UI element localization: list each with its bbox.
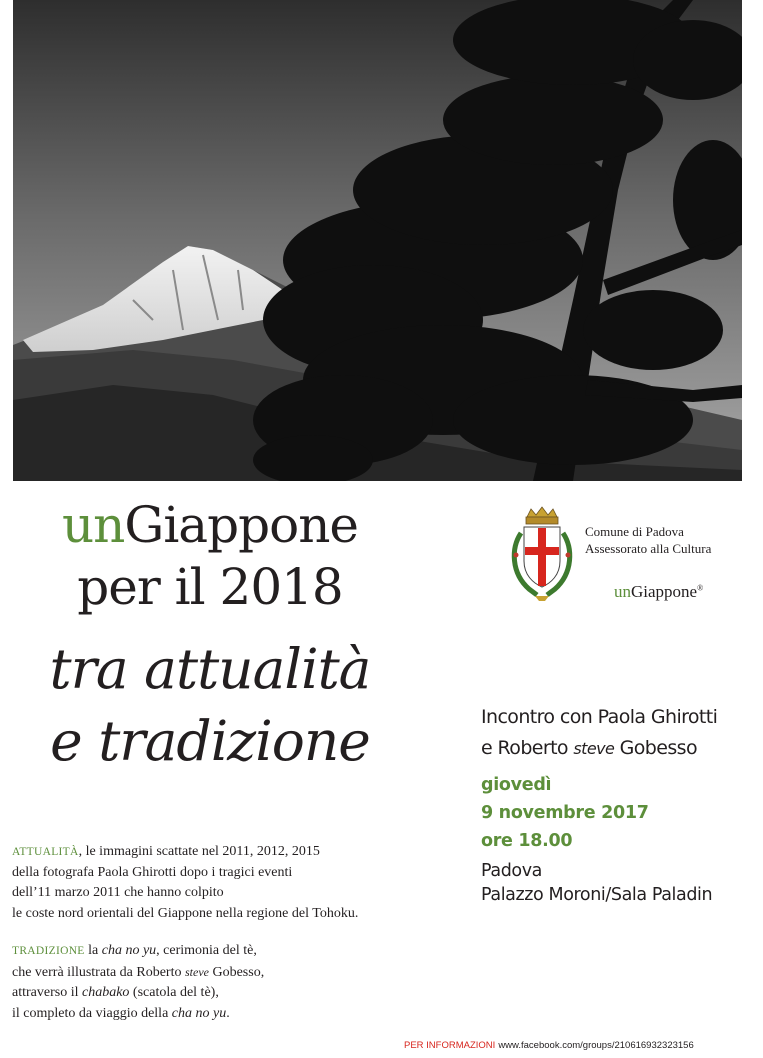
title-brand-rest: Giappone (124, 496, 359, 554)
event-title (0, 496, 420, 786)
attualita-line-2: della fotografa Paola Ghirotti dopo i tragici eventi (12, 864, 293, 880)
meeting-line-1 (481, 702, 751, 733)
tradizione-text-2b: steve (184, 964, 209, 979)
event-location (481, 859, 712, 907)
tradizione-line-1 (12, 941, 432, 962)
mount-fuji-pine-photo (13, 0, 742, 481)
tradizione-text-4c: . (226, 1005, 230, 1021)
event-date: 9 novembre 2017 (481, 803, 649, 823)
meeting-conj: e (481, 737, 493, 759)
tradizione-line-2 (12, 962, 432, 984)
footer-label: PER INFORMAZIONI (404, 1040, 496, 1051)
brand-logo (614, 582, 703, 602)
event-datetime (481, 771, 649, 855)
brand-rest: Giappone (631, 582, 698, 601)
event-city: Padova (481, 861, 542, 881)
title-brand-prefix: un (61, 496, 125, 554)
institution-name (585, 523, 711, 557)
tradizione-text-1c: , cerimonia del tè, (156, 943, 257, 958)
title-line-1 (0, 496, 420, 560)
title-line-2: per il 2018 (77, 558, 343, 616)
institution-line-1: Comune di Padova (585, 524, 684, 539)
tradizione-text-3a: attraverso il (12, 985, 82, 1000)
footer-info (404, 1040, 694, 1051)
speaker-2-nick: steve (573, 739, 615, 758)
footer-url[interactable]: www.facebook.com/groups/210616932323156 (498, 1040, 694, 1051)
tradizione-text-1b: cha no yu (101, 943, 157, 958)
event-venue: Palazzo Moroni/Sala Paladin (481, 885, 713, 905)
meeting-intro: Incontro con (481, 706, 593, 728)
institution-line-2: Assessorato alla Cultura (585, 541, 712, 556)
speaker-2-first: Roberto (497, 737, 568, 759)
padova-coat-of-arms (507, 503, 577, 603)
tradizione-paragraph (12, 941, 432, 1024)
tradizione-text-4a: il completo da viaggio della (12, 1005, 172, 1021)
header-photo (13, 0, 742, 481)
event-day: giovedì (481, 775, 552, 795)
title-line-4: e tradizione (50, 709, 370, 773)
speaker-2-last: Gobesso (619, 737, 697, 759)
attualita-text-1: , le immagini scattate nel 2011, 2012, 2015 (78, 844, 320, 859)
tradizione-text-3b: chabako (81, 985, 130, 1000)
attualita-line-3: dell’11 marzo 2011 che hanno colpito (12, 885, 224, 900)
event-time: ore 18.00 (481, 831, 573, 851)
attualita-line-4: le coste nord orientali del Giappone nella regione del Tohoku. (12, 905, 359, 921)
attualita-line-1 (12, 842, 432, 863)
attualita-paragraph (12, 842, 432, 924)
tradizione-line-4 (12, 1004, 432, 1025)
registered-mark: ® (697, 583, 704, 593)
tradizione-lead: TRADIZIONE (12, 945, 85, 957)
brand-prefix: un (614, 582, 631, 601)
attualita-lead: ATTUALITÀ (12, 846, 79, 858)
tradizione-line-3 (12, 983, 432, 1004)
tradizione-text-2c: Gobesso, (208, 964, 265, 980)
title-line-3: tra attualità (49, 637, 371, 701)
speaker-1: Paola Ghirotti (597, 706, 718, 728)
tradizione-text-3c: (scatola del tè), (129, 985, 219, 1000)
tradizione-text-2a: che verrà illustrata da Roberto (12, 964, 185, 980)
tradizione-text-4b: cha no yu (171, 1005, 227, 1021)
meeting-line-2 (481, 733, 751, 764)
tradizione-text-1a: la (84, 943, 102, 958)
meeting-speakers (481, 702, 751, 764)
